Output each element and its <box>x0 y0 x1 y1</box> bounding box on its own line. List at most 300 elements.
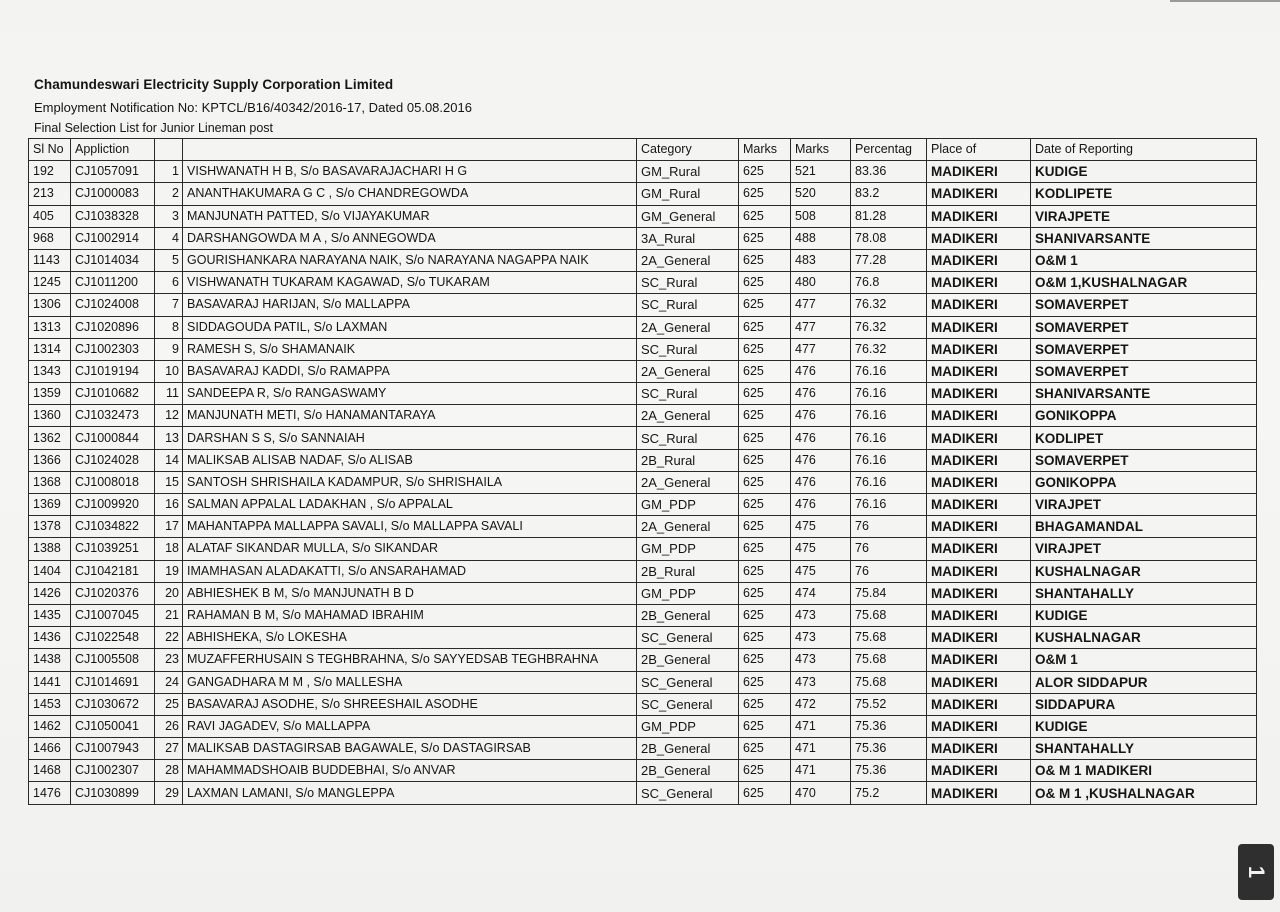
cell-sl-no: 1426 <box>29 582 71 604</box>
cell-candidate-name: ABHISHEKA, S/o LOKESHA <box>183 627 637 649</box>
cell-application-no: CJ1032473 <box>71 405 155 427</box>
cell-percentage: 76 <box>851 560 927 582</box>
cell-sl-no: 1314 <box>29 338 71 360</box>
cell-candidate-name: SIDDAGOUDA PATIL, S/o LAXMAN <box>183 316 637 338</box>
cell-reporting-place: KODLIPETE <box>1031 183 1257 205</box>
cell-application-no: CJ1011200 <box>71 272 155 294</box>
cell-reporting-place: O&M 1,KUSHALNAGAR <box>1031 272 1257 294</box>
cell-max-marks: 625 <box>739 383 791 405</box>
cell-reporting-place: SHANTAHALLY <box>1031 582 1257 604</box>
cell-application-no: CJ1000844 <box>71 427 155 449</box>
cell-application-no: CJ1014691 <box>71 671 155 693</box>
cell-category: 2A_General <box>637 249 739 271</box>
cell-place: MADIKERI <box>927 272 1031 294</box>
cell-sl-no: 1453 <box>29 693 71 715</box>
table-row <box>29 272 1257 294</box>
cell-candidate-name: IMAMHASAN ALADAKATTI, S/o ANSARAHAMAD <box>183 560 637 582</box>
cell-reporting-place: O&M 1 <box>1031 249 1257 271</box>
cell-place: MADIKERI <box>927 227 1031 249</box>
cell-max-marks: 625 <box>739 272 791 294</box>
table-row <box>29 693 1257 715</box>
cell-rank: 25 <box>155 693 183 715</box>
cell-rank: 20 <box>155 582 183 604</box>
cell-sl-no: 1369 <box>29 494 71 516</box>
header-max-marks: Marks <box>739 139 791 161</box>
cell-candidate-name: VISHWANATH H B, S/o BASAVARAJACHARI H G <box>183 161 637 183</box>
cell-percentage: 76.16 <box>851 494 927 516</box>
cell-marks: 474 <box>791 582 851 604</box>
cell-max-marks: 625 <box>739 782 791 804</box>
cell-rank: 12 <box>155 405 183 427</box>
cell-sl-no: 1245 <box>29 272 71 294</box>
cell-percentage: 76.16 <box>851 383 927 405</box>
cell-reporting-place: O& M 1 MADIKERI <box>1031 760 1257 782</box>
cell-rank: 23 <box>155 649 183 671</box>
cell-application-no: CJ1020376 <box>71 582 155 604</box>
cell-application-no: CJ1022548 <box>71 627 155 649</box>
cell-sl-no: 1468 <box>29 760 71 782</box>
cell-percentage: 76.16 <box>851 405 927 427</box>
cell-max-marks: 625 <box>739 516 791 538</box>
cell-candidate-name: RAMESH S, S/o SHAMANAIK <box>183 338 637 360</box>
cell-marks: 473 <box>791 604 851 626</box>
cell-reporting-place: VIRAJPETE <box>1031 205 1257 227</box>
cell-sl-no: 968 <box>29 227 71 249</box>
cell-place: MADIKERI <box>927 538 1031 560</box>
cell-rank: 8 <box>155 316 183 338</box>
list-title: Final Selection List for Junior Lineman post <box>34 121 274 135</box>
cell-max-marks: 625 <box>739 449 791 471</box>
cell-reporting-place: SOMAVERPET <box>1031 316 1257 338</box>
page-number-tab[interactable] <box>1238 844 1274 900</box>
cell-reporting-place: VIRAJPET <box>1031 538 1257 560</box>
cell-marks: 475 <box>791 560 851 582</box>
cell-reporting-place: KUSHALNAGAR <box>1031 560 1257 582</box>
cell-percentage: 75.36 <box>851 760 927 782</box>
cell-max-marks: 625 <box>739 671 791 693</box>
cell-category: GM_PDP <box>637 715 739 737</box>
cell-sl-no: 192 <box>29 161 71 183</box>
cell-rank: 13 <box>155 427 183 449</box>
cell-marks: 520 <box>791 183 851 205</box>
header-percentage: Percentag <box>851 139 927 161</box>
cell-application-no: CJ1002307 <box>71 760 155 782</box>
cell-place: MADIKERI <box>927 494 1031 516</box>
cell-place: MADIKERI <box>927 294 1031 316</box>
cell-marks: 508 <box>791 205 851 227</box>
table-row <box>29 760 1257 782</box>
header-application-no: Appliction <box>71 139 155 161</box>
cell-candidate-name: MANJUNATH METI, S/o HANAMANTARAYA <box>183 405 637 427</box>
cell-candidate-name: BASAVARAJ KADDI, S/o RAMAPPA <box>183 360 637 382</box>
header-marks: Marks <box>791 139 851 161</box>
cell-max-marks: 625 <box>739 693 791 715</box>
cell-max-marks: 625 <box>739 316 791 338</box>
table-row <box>29 560 1257 582</box>
cell-max-marks: 625 <box>739 760 791 782</box>
cell-candidate-name: GOURISHANKARA NARAYANA NAIK, S/o NARAYANA NAGAPPA NAIK <box>183 249 637 271</box>
cell-percentage: 81.28 <box>851 205 927 227</box>
cell-application-no: CJ1034822 <box>71 516 155 538</box>
table-row <box>29 738 1257 760</box>
table-row <box>29 338 1257 360</box>
cell-reporting-place: SHANIVARSANTE <box>1031 227 1257 249</box>
cell-percentage: 76.16 <box>851 427 927 449</box>
cell-rank: 22 <box>155 627 183 649</box>
cell-reporting-place: SIDDAPURA <box>1031 693 1257 715</box>
cell-application-no: CJ1009920 <box>71 494 155 516</box>
table-row <box>29 715 1257 737</box>
cell-rank: 28 <box>155 760 183 782</box>
cell-percentage: 76.32 <box>851 316 927 338</box>
cell-place: MADIKERI <box>927 183 1031 205</box>
cell-percentage: 75.36 <box>851 715 927 737</box>
cell-category: SC_Rural <box>637 338 739 360</box>
table-row <box>29 449 1257 471</box>
cell-max-marks: 625 <box>739 471 791 493</box>
cell-place: MADIKERI <box>927 782 1031 804</box>
header-row <box>29 139 1257 161</box>
cell-reporting-place: KUDIGE <box>1031 161 1257 183</box>
cell-sl-no: 1462 <box>29 715 71 737</box>
cell-category: GM_PDP <box>637 538 739 560</box>
cell-candidate-name: DARSHAN S S, S/o SANNAIAH <box>183 427 637 449</box>
cell-candidate-name: ALATAF SIKANDAR MULLA, S/o SIKANDAR <box>183 538 637 560</box>
cell-category: 2B_General <box>637 760 739 782</box>
cell-place: MADIKERI <box>927 405 1031 427</box>
table-row <box>29 249 1257 271</box>
cell-application-no: CJ1042181 <box>71 560 155 582</box>
cell-percentage: 75.68 <box>851 604 927 626</box>
cell-application-no: CJ1010682 <box>71 383 155 405</box>
cell-place: MADIKERI <box>927 316 1031 338</box>
cell-category: 3A_Rural <box>637 227 739 249</box>
cell-application-no: CJ1057091 <box>71 161 155 183</box>
cell-sl-no: 1368 <box>29 471 71 493</box>
cell-max-marks: 625 <box>739 161 791 183</box>
cell-application-no: CJ1024008 <box>71 294 155 316</box>
cell-rank: 15 <box>155 471 183 493</box>
table-row <box>29 183 1257 205</box>
table-row <box>29 360 1257 382</box>
cell-candidate-name: SALMAN APPALAL LADAKHAN , S/o APPALAL <box>183 494 637 516</box>
cell-max-marks: 625 <box>739 338 791 360</box>
cell-max-marks: 625 <box>739 604 791 626</box>
cell-place: MADIKERI <box>927 627 1031 649</box>
cell-percentage: 75.68 <box>851 627 927 649</box>
cell-marks: 476 <box>791 449 851 471</box>
cell-percentage: 76.16 <box>851 449 927 471</box>
cell-candidate-name: MUZAFFERHUSAIN S TEGHBRAHNA, S/o SAYYEDSAB TEGHBRAHNA <box>183 649 637 671</box>
cell-rank: 18 <box>155 538 183 560</box>
table-row <box>29 649 1257 671</box>
cell-sl-no: 1343 <box>29 360 71 382</box>
cell-candidate-name: MALIKSAB ALISAB NADAF, S/o ALISAB <box>183 449 637 471</box>
cell-marks: 476 <box>791 383 851 405</box>
scan-edge-line <box>1170 0 1280 2</box>
cell-candidate-name: SANTOSH SHRISHAILA KADAMPUR, S/o SHRISHAILA <box>183 471 637 493</box>
table-row <box>29 471 1257 493</box>
cell-place: MADIKERI <box>927 649 1031 671</box>
cell-category: SC_Rural <box>637 383 739 405</box>
cell-max-marks: 625 <box>739 582 791 604</box>
cell-max-marks: 625 <box>739 715 791 737</box>
cell-place: MADIKERI <box>927 582 1031 604</box>
cell-percentage: 75.36 <box>851 738 927 760</box>
cell-marks: 521 <box>791 161 851 183</box>
cell-sl-no: 1366 <box>29 449 71 471</box>
cell-category: 2B_Rural <box>637 560 739 582</box>
cell-rank: 17 <box>155 516 183 538</box>
cell-reporting-place: GONIKOPPA <box>1031 471 1257 493</box>
table-row <box>29 427 1257 449</box>
cell-reporting-place: SOMAVERPET <box>1031 338 1257 360</box>
cell-max-marks: 625 <box>739 183 791 205</box>
cell-place: MADIKERI <box>927 161 1031 183</box>
table-row <box>29 161 1257 183</box>
cell-percentage: 76.8 <box>851 272 927 294</box>
cell-category: 2B_General <box>637 649 739 671</box>
cell-marks: 476 <box>791 360 851 382</box>
cell-marks: 475 <box>791 538 851 560</box>
cell-application-no: CJ1024028 <box>71 449 155 471</box>
cell-max-marks: 625 <box>739 538 791 560</box>
cell-percentage: 76 <box>851 538 927 560</box>
notification-line: Employment Notification No: KPTCL/B16/40342/2016-17, Dated 05.08.2016 <box>34 100 472 115</box>
cell-reporting-place: KODLIPET <box>1031 427 1257 449</box>
cell-percentage: 76 <box>851 516 927 538</box>
cell-reporting-place: KUDIGE <box>1031 604 1257 626</box>
selection-table <box>28 138 1257 805</box>
header-rank <box>155 139 183 161</box>
cell-rank: 9 <box>155 338 183 360</box>
cell-max-marks: 625 <box>739 360 791 382</box>
cell-rank: 4 <box>155 227 183 249</box>
cell-rank: 5 <box>155 249 183 271</box>
cell-percentage: 76.16 <box>851 360 927 382</box>
cell-candidate-name: MANJUNATH PATTED, S/o VIJAYAKUMAR <box>183 205 637 227</box>
cell-place: MADIKERI <box>927 360 1031 382</box>
cell-place: MADIKERI <box>927 249 1031 271</box>
cell-category: SC_Rural <box>637 427 739 449</box>
cell-reporting-place: SOMAVERPET <box>1031 449 1257 471</box>
cell-place: MADIKERI <box>927 738 1031 760</box>
cell-marks: 471 <box>791 760 851 782</box>
cell-marks: 476 <box>791 405 851 427</box>
cell-percentage: 77.28 <box>851 249 927 271</box>
table-row <box>29 538 1257 560</box>
table-row <box>29 782 1257 804</box>
cell-sl-no: 1313 <box>29 316 71 338</box>
header-sl-no: Sl No <box>29 139 71 161</box>
cell-application-no: CJ1007943 <box>71 738 155 760</box>
cell-rank: 19 <box>155 560 183 582</box>
cell-application-no: CJ1030672 <box>71 693 155 715</box>
cell-max-marks: 625 <box>739 294 791 316</box>
cell-candidate-name: GANGADHARA M M , S/o MALLESHA <box>183 671 637 693</box>
cell-candidate-name: MALIKSAB DASTAGIRSAB BAGAWALE, S/o DASTAGIRSAB <box>183 738 637 760</box>
cell-sl-no: 1388 <box>29 538 71 560</box>
cell-rank: 7 <box>155 294 183 316</box>
cell-application-no: CJ1020896 <box>71 316 155 338</box>
cell-place: MADIKERI <box>927 693 1031 715</box>
cell-place: MADIKERI <box>927 560 1031 582</box>
table-row <box>29 227 1257 249</box>
cell-application-no: CJ1007045 <box>71 604 155 626</box>
cell-category: 2A_General <box>637 516 739 538</box>
cell-candidate-name: DARSHANGOWDA M A , S/o ANNEGOWDA <box>183 227 637 249</box>
cell-application-no: CJ1008018 <box>71 471 155 493</box>
cell-sl-no: 1466 <box>29 738 71 760</box>
table-row <box>29 294 1257 316</box>
cell-category: GM_PDP <box>637 582 739 604</box>
table-row <box>29 627 1257 649</box>
cell-percentage: 78.08 <box>851 227 927 249</box>
cell-application-no: CJ1039251 <box>71 538 155 560</box>
cell-rank: 10 <box>155 360 183 382</box>
cell-marks: 473 <box>791 671 851 693</box>
table-row <box>29 582 1257 604</box>
cell-max-marks: 625 <box>739 405 791 427</box>
cell-marks: 473 <box>791 627 851 649</box>
cell-sl-no: 1438 <box>29 649 71 671</box>
cell-category: SC_General <box>637 693 739 715</box>
cell-marks: 472 <box>791 693 851 715</box>
cell-reporting-place: SOMAVERPET <box>1031 360 1257 382</box>
cell-max-marks: 625 <box>739 627 791 649</box>
cell-category: GM_Rural <box>637 183 739 205</box>
cell-candidate-name: LAXMAN LAMANI, S/o MANGLEPPA <box>183 782 637 804</box>
cell-marks: 471 <box>791 715 851 737</box>
cell-marks: 480 <box>791 272 851 294</box>
cell-application-no: CJ1050041 <box>71 715 155 737</box>
table-row <box>29 494 1257 516</box>
cell-rank: 1 <box>155 161 183 183</box>
cell-max-marks: 625 <box>739 205 791 227</box>
cell-marks: 476 <box>791 471 851 493</box>
cell-category: SC_Rural <box>637 272 739 294</box>
table-row <box>29 205 1257 227</box>
cell-rank: 26 <box>155 715 183 737</box>
cell-sl-no: 1362 <box>29 427 71 449</box>
cell-percentage: 76.32 <box>851 294 927 316</box>
cell-sl-no: 1435 <box>29 604 71 626</box>
cell-application-no: CJ1002914 <box>71 227 155 249</box>
cell-application-no: CJ1030899 <box>71 782 155 804</box>
cell-rank: 6 <box>155 272 183 294</box>
cell-category: 2A_General <box>637 471 739 493</box>
cell-place: MADIKERI <box>927 516 1031 538</box>
cell-marks: 477 <box>791 294 851 316</box>
cell-reporting-place: KUDIGE <box>1031 715 1257 737</box>
cell-category: 2A_General <box>637 405 739 427</box>
cell-candidate-name: SANDEEPA R, S/o RANGASWAMY <box>183 383 637 405</box>
table-row <box>29 383 1257 405</box>
cell-reporting-place: GONIKOPPA <box>1031 405 1257 427</box>
cell-place: MADIKERI <box>927 205 1031 227</box>
cell-candidate-name: BASAVARAJ ASODHE, S/o SHREESHAIL ASODHE <box>183 693 637 715</box>
cell-category: SC_General <box>637 782 739 804</box>
cell-rank: 27 <box>155 738 183 760</box>
cell-reporting-place: ALOR SIDDAPUR <box>1031 671 1257 693</box>
cell-category: SC_General <box>637 671 739 693</box>
cell-percentage: 75.84 <box>851 582 927 604</box>
cell-reporting-place: SOMAVERPET <box>1031 294 1257 316</box>
cell-place: MADIKERI <box>927 427 1031 449</box>
cell-sl-no: 1143 <box>29 249 71 271</box>
cell-marks: 475 <box>791 516 851 538</box>
cell-place: MADIKERI <box>927 338 1031 360</box>
cell-application-no: CJ1014034 <box>71 249 155 271</box>
cell-percentage: 83.2 <box>851 183 927 205</box>
cell-max-marks: 625 <box>739 427 791 449</box>
cell-max-marks: 625 <box>739 494 791 516</box>
cell-category: 2B_Rural <box>637 449 739 471</box>
cell-sl-no: 1436 <box>29 627 71 649</box>
cell-marks: 476 <box>791 494 851 516</box>
cell-max-marks: 625 <box>739 649 791 671</box>
cell-reporting-place: SHANIVARSANTE <box>1031 383 1257 405</box>
cell-percentage: 76.32 <box>851 338 927 360</box>
cell-candidate-name: RAVI JAGADEV, S/o MALLAPPA <box>183 715 637 737</box>
page-number-label: 1 <box>1244 865 1269 879</box>
cell-marks: 476 <box>791 427 851 449</box>
cell-place: MADIKERI <box>927 449 1031 471</box>
cell-marks: 488 <box>791 227 851 249</box>
cell-sl-no: 1404 <box>29 560 71 582</box>
cell-application-no: CJ1002303 <box>71 338 155 360</box>
cell-candidate-name: VISHWANATH TUKARAM KAGAWAD, S/o TUKARAM <box>183 272 637 294</box>
cell-reporting-place: SHANTAHALLY <box>1031 738 1257 760</box>
cell-application-no: CJ1005508 <box>71 649 155 671</box>
cell-rank: 21 <box>155 604 183 626</box>
cell-candidate-name: MAHAMMADSHOAIB BUDDEBHAI, S/o ANVAR <box>183 760 637 782</box>
cell-rank: 24 <box>155 671 183 693</box>
cell-category: SC_Rural <box>637 294 739 316</box>
cell-marks: 483 <box>791 249 851 271</box>
organization-title: Chamundeswari Electricity Supply Corporation Limited <box>34 77 394 92</box>
cell-candidate-name: ANANTHAKUMARA G C , S/o CHANDREGOWDA <box>183 183 637 205</box>
cell-rank: 29 <box>155 782 183 804</box>
header-place: Place of <box>927 139 1031 161</box>
cell-sl-no: 1441 <box>29 671 71 693</box>
cell-rank: 16 <box>155 494 183 516</box>
cell-percentage: 75.2 <box>851 782 927 804</box>
cell-sl-no: 1378 <box>29 516 71 538</box>
cell-category: GM_PDP <box>637 494 739 516</box>
cell-marks: 477 <box>791 316 851 338</box>
header-reporting-place: Date of Reporting <box>1031 139 1257 161</box>
cell-rank: 14 <box>155 449 183 471</box>
cell-category: GM_Rural <box>637 161 739 183</box>
cell-application-no: CJ1038328 <box>71 205 155 227</box>
cell-place: MADIKERI <box>927 671 1031 693</box>
cell-marks: 471 <box>791 738 851 760</box>
cell-rank: 2 <box>155 183 183 205</box>
cell-reporting-place: BHAGAMANDAL <box>1031 516 1257 538</box>
cell-candidate-name: RAHAMAN B M, S/o MAHAMAD IBRAHIM <box>183 604 637 626</box>
table-row <box>29 316 1257 338</box>
cell-place: MADIKERI <box>927 383 1031 405</box>
cell-marks: 470 <box>791 782 851 804</box>
cell-category: 2B_General <box>637 738 739 760</box>
cell-max-marks: 625 <box>739 560 791 582</box>
cell-percentage: 75.68 <box>851 649 927 671</box>
table-row <box>29 604 1257 626</box>
cell-marks: 473 <box>791 649 851 671</box>
cell-category: 2B_General <box>637 604 739 626</box>
cell-rank: 3 <box>155 205 183 227</box>
